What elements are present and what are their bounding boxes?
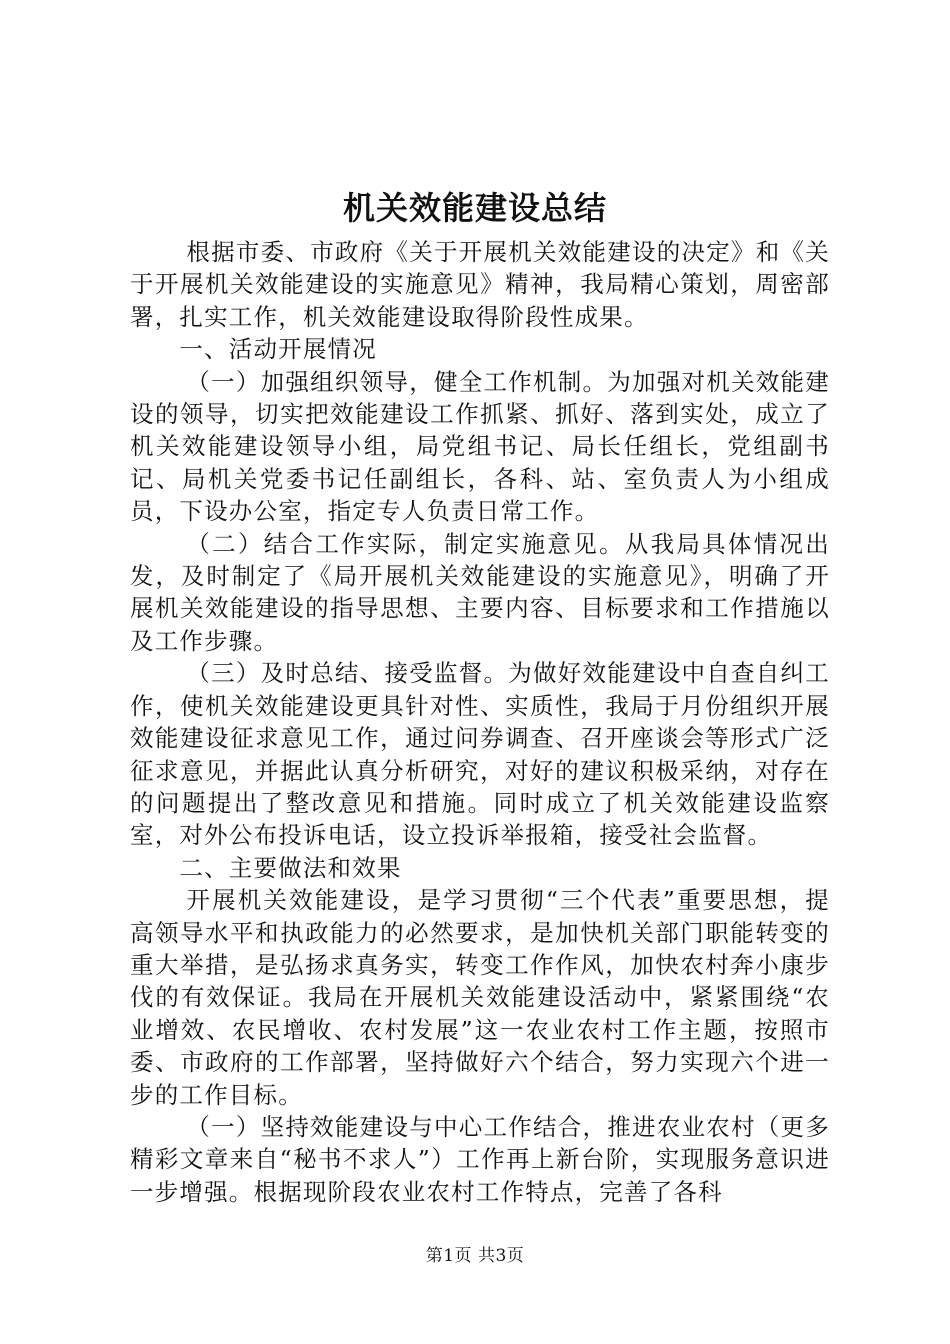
page-number-footer: 第1页 共3页	[425, 1246, 525, 1266]
paragraph-supervision: （三）及时总结、接受监督。为做好效能建设中自查自纠工作，使机关效能建设更具针对性、实质性，我局于月份组织开展效能建设征求意见工作，通过问券调查、召开座谈会等形式广泛征求意见，并据此认真分析研究，对好的建议积极采纳，对存在的问题提出了整改意见和措施。同时成立了机关效能建设监察室，对外公布投诉电话，设立投诉举报箱，接受社会监督。	[130, 659, 830, 850]
document-body	[130, 236, 830, 1208]
paragraph-organization: （一）加强组织领导，健全工作机制。为加强对机关效能建设的领导，切实把效能建设工作抓紧、抓好、落到实处，成立了机关效能建设领导小组，局党组书记、局长任组长，党组副书记、局机关党委书记任副组长，各科、站、室负责人为小组成员，下设办公室，指定专人负责日常工作。	[130, 367, 830, 526]
paragraph-central-work: （一）坚持效能建设与中心工作结合，推进农业农村（更多精彩文章来自“秘书不求人”）工作再上新台阶，实现服务意识进一步增强。根据现阶段农业农村工作特点，完善了各科	[130, 1112, 830, 1206]
paragraph-significance: 开展机关效能建设，是学习贯彻“三个代表”重要思想，提高领导水平和执政能力的必然要求，是加快机关部门职能转变的重大举措，是弘扬求真务实，转变工作作风，加快农村奔小康步伐的有效保证。我局在开展机关效能建设活动中，紧紧围绕“农业增效、农民增收、农村发展”这一农业农村工作主题，按照市委、市政府的工作部署，坚持做好六个结合，努力实现六个进一步的工作目标。	[130, 886, 830, 1109]
paragraph-implementation: （二）结合工作实际，制定实施意见。从我局具体情况出发，及时制定了《局开展机关效能建设的实施意见》，明确了开展机关效能建设的指导思想、主要内容、目标要求和工作措施以及工作步骤。	[130, 529, 830, 655]
intro-paragraph: 根据市委、市政府《关于开展机关效能建设的决定》和《关于开展机关效能建设的实施意见》精神，我局精心策划，周密部署，扎实工作，机关效能建设取得阶段性成果。	[130, 238, 830, 331]
section-heading-1: 一、活动开展情况	[179, 335, 377, 364]
section-heading-2: 二、主要做法和效果	[179, 853, 402, 882]
document-title: 机关效能建设总结	[342, 189, 607, 227]
